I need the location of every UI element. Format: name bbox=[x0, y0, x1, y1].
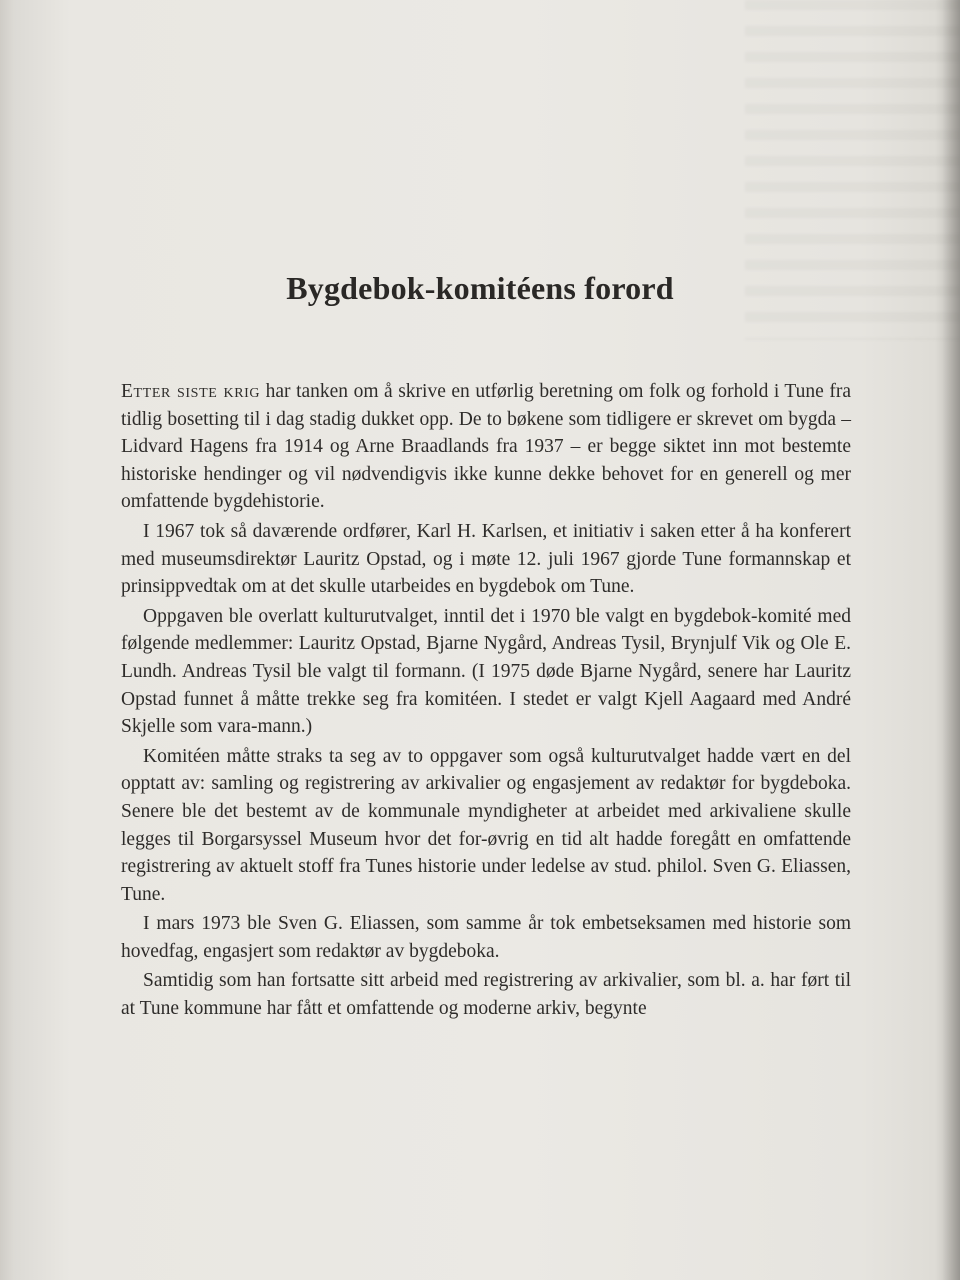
page-title: Bygdebok-komitéens forord bbox=[286, 270, 674, 306]
paragraph-1-text: har tanken om å skrive en utførlig beretning om folk og forhold i Tune fra tidlig bosetting til i dag stadig dukket opp. De to bøkene som tidligere er skrevet om bygda – Lidvard Hagens fra 1914 og Arne Braadlands fra 1937 – er begge siktet inn mot bestemte historiske hendinger og vil nødvendigvis ikke kunne dekke behovet for en generell og mer omfattende bygdehistorie. bbox=[121, 381, 851, 513]
paragraph-3: Oppgaven ble overlatt kulturutvalget, inntil det i 1970 ble valgt en bygdebok-komité med følgende medlemmer: Lauritz Opstad, Bjarne Nygård, Andreas Tysil, Brynjulf Vik og Ole E. Lundh. Andreas Tysil ble valgt til formann. (I 1975 døde Bjarne Nygård, senere har Lauritz Opstad funnet å måtte trekke seg fra komitéen. I stedet er valgt Kjell Aagaard med André Skjelle som vara-mann.) bbox=[121, 605, 851, 738]
paragraph-4: Komitéen måtte straks ta seg av to oppgaver som også kulturutvalget hadde vært en del opptatt av: samling og registrering av arkivalier og engasjement av redaktør for bygdeboka. Senere ble det bestemt av de kommunale myndigheter at arbeidet med arkivaliene skulle legges til Borgarsyssel Museum hvor det for-øvrig en tid alt hadde foregått en omfattende registrering av aktuelt stoff fra Tunes historie under ledelse av stud. philol. Sven G. Eliassen, Tune. bbox=[121, 745, 851, 905]
paragraph-1 bbox=[121, 378, 851, 516]
body-text bbox=[121, 378, 851, 1025]
page-edge-shadow bbox=[942, 0, 960, 1280]
paragraph-5: I mars 1973 ble Sven G. Eliassen, som samme år tok embetseksamen med historie som hovedfag, engasjert som redaktør av bygdeboka. bbox=[121, 913, 851, 962]
paragraph-2: I 1967 tok så daværende ordfører, Karl H. Karlsen, et initiativ i saken etter å ha konferert med museumsdirektør Lauritz Opstad, og i møte 12. juli 1967 gjorde Tune formannskap et prinsippvedtak om at det skulle utarbeides en bygdebok om Tune. bbox=[121, 520, 851, 598]
lead-words: Etter siste krig bbox=[121, 381, 261, 402]
paragraph-6: Samtidig som han fortsatte sitt arbeid med registrering av arkivalier, som bl. a. har ført til at Tune kommune har fått et omfattende og moderne arkiv, begynte bbox=[121, 970, 851, 1020]
